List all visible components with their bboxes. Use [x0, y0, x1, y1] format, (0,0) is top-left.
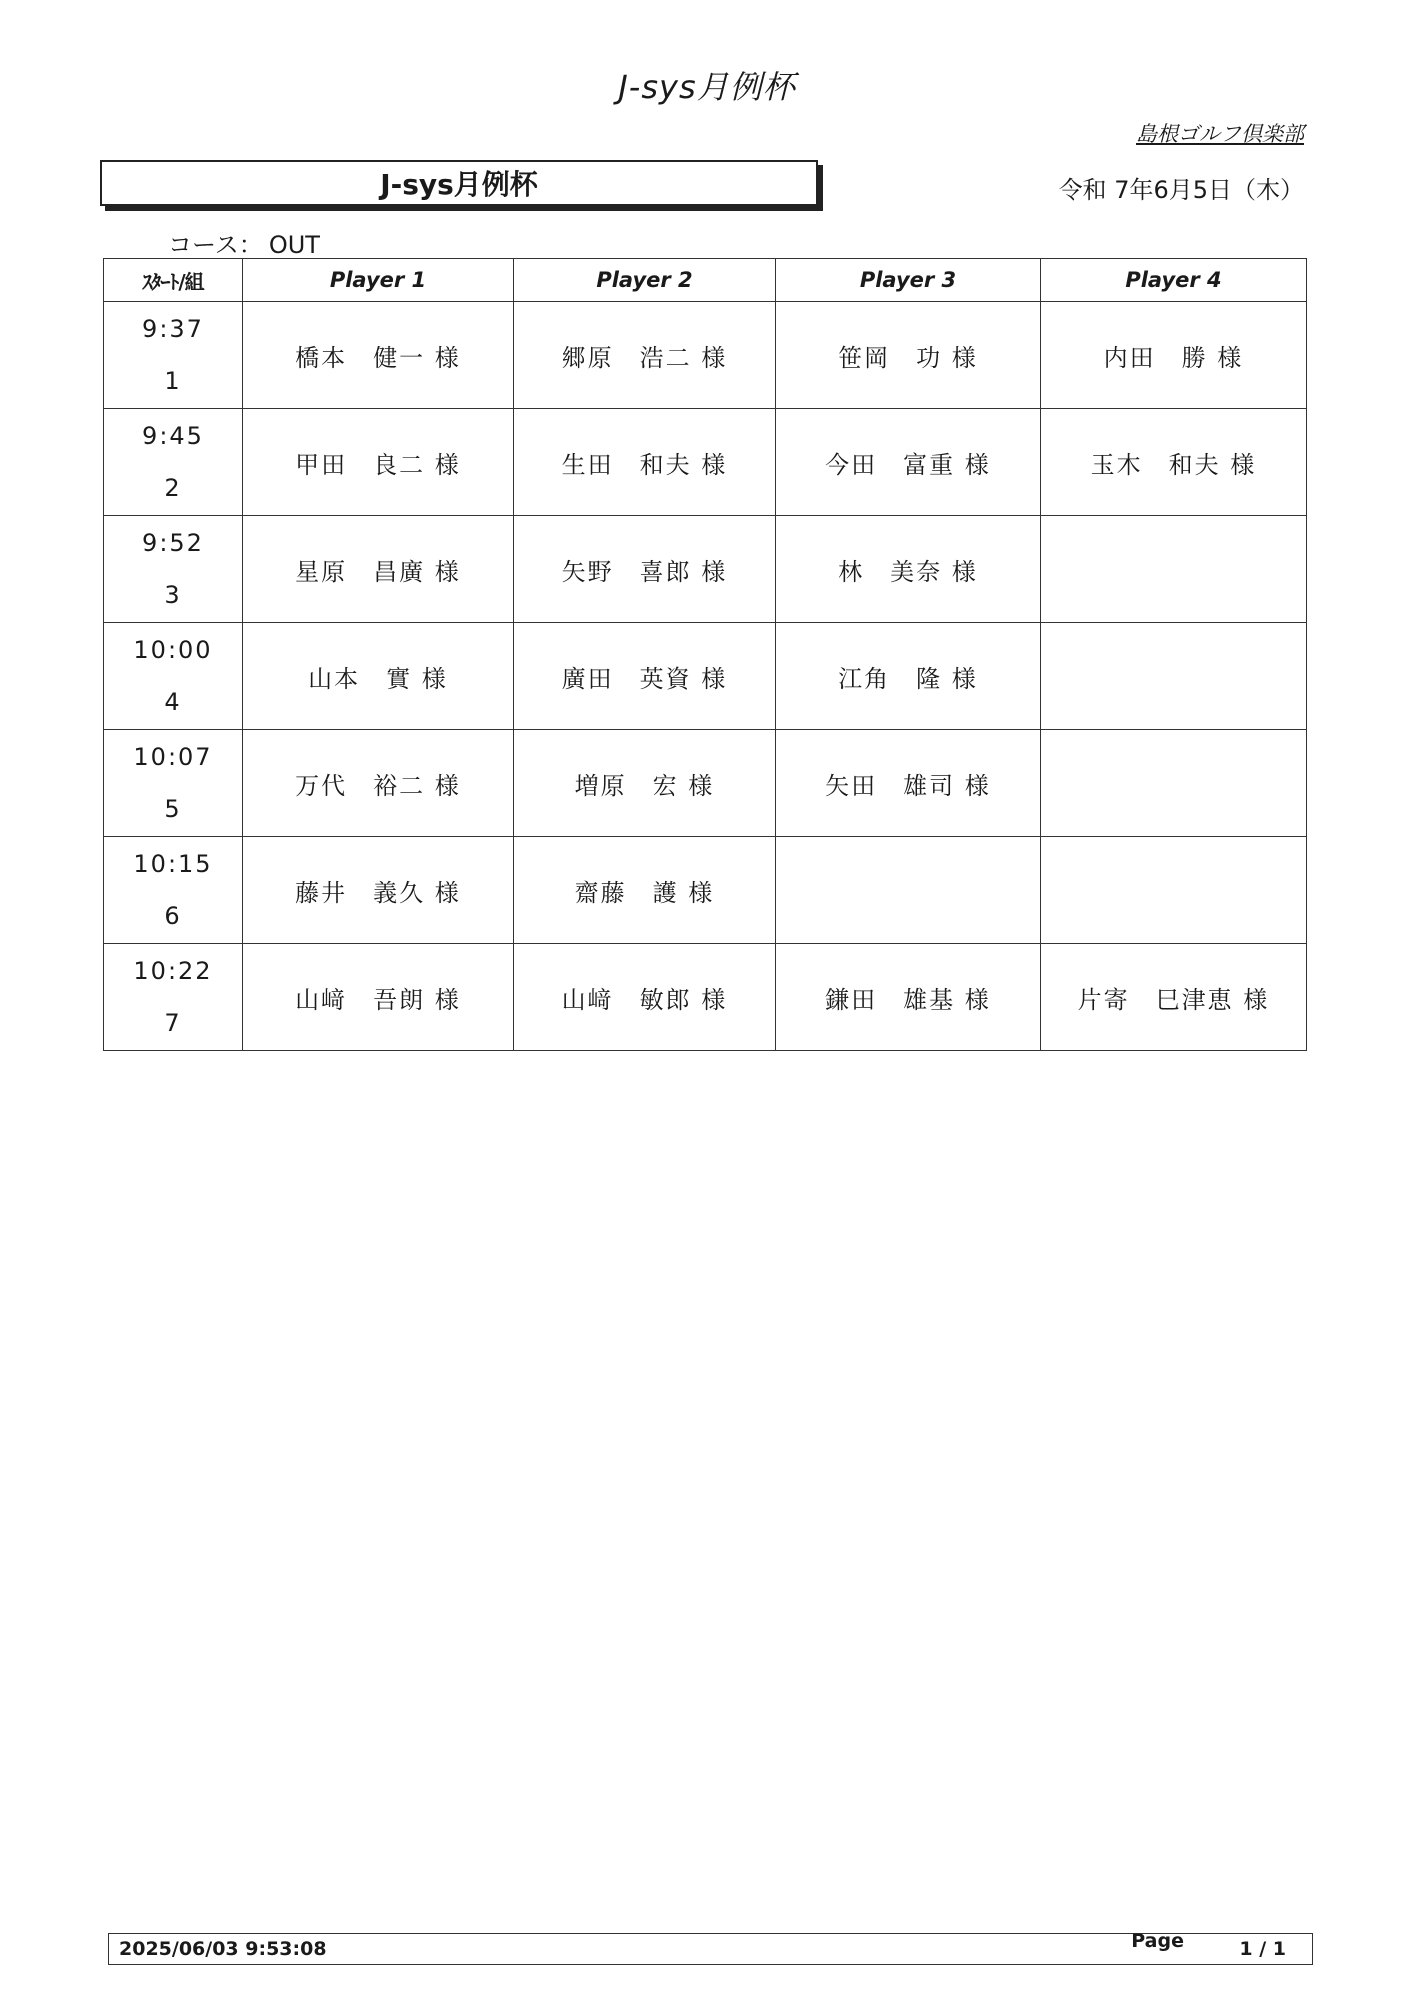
start-cell — [104, 623, 243, 730]
course-label: コース： — [168, 231, 263, 259]
player-cell: 矢野 喜郎 様 — [514, 516, 776, 623]
player-cell: 山本 實 様 — [243, 623, 514, 730]
group-number: 5 — [164, 795, 182, 823]
event-title-box — [100, 160, 818, 206]
group-number: 2 — [164, 474, 182, 502]
player-cell: 生田 和夫 様 — [514, 409, 776, 516]
player-cell: 万代 裕二 様 — [243, 730, 514, 837]
player-cell: 齋藤 護 様 — [514, 837, 776, 944]
player-cell: 内田 勝 様 — [1041, 302, 1307, 409]
group-number: 6 — [164, 902, 182, 930]
start-cell — [104, 516, 243, 623]
player-cell: 橋本 健一 様 — [243, 302, 514, 409]
table-row — [104, 623, 1307, 730]
column-header-player-2: Player 2 — [514, 259, 776, 302]
player-cell: 今田 富重 様 — [776, 409, 1041, 516]
column-header-start-group: ｽﾀｰﾄ/組 — [104, 259, 243, 302]
player-cell — [1041, 730, 1307, 837]
club-name: 島根ゴルフ倶楽部 — [1136, 122, 1304, 146]
course-value: OUT — [268, 231, 320, 259]
player-cell: 矢田 雄司 様 — [776, 730, 1041, 837]
table-row — [104, 409, 1307, 516]
start-cell — [104, 837, 243, 944]
start-time: 10:00 — [133, 636, 213, 664]
group-number: 1 — [164, 367, 182, 395]
player-cell: 山﨑 吾朗 様 — [243, 944, 514, 1051]
start-cell — [104, 730, 243, 837]
table-header-row — [104, 259, 1307, 302]
start-schedule-table — [103, 258, 1307, 1051]
player-cell: 林 美奈 様 — [776, 516, 1041, 623]
page-title: J-sys月例杯 — [618, 68, 796, 106]
print-timestamp: 2025/06/03 9:53:08 — [119, 1938, 327, 1960]
player-cell — [776, 837, 1041, 944]
table-row — [104, 302, 1307, 409]
player-cell: 星原 昌廣 様 — [243, 516, 514, 623]
start-cell — [104, 302, 243, 409]
group-number: 7 — [164, 1009, 182, 1037]
player-cell — [1041, 516, 1307, 623]
start-time: 10:15 — [133, 850, 213, 878]
player-cell: 玉木 和夫 様 — [1041, 409, 1307, 516]
column-header-player-1: Player 1 — [243, 259, 514, 302]
player-cell: 江角 隆 様 — [776, 623, 1041, 730]
page-label: Page — [1131, 1930, 1184, 1952]
table-row — [104, 837, 1307, 944]
start-time: 10:22 — [133, 957, 213, 985]
start-time: 9:45 — [142, 422, 204, 450]
group-number: 3 — [164, 581, 182, 609]
player-cell: 甲田 良二 様 — [243, 409, 514, 516]
player-cell: 鎌田 雄基 様 — [776, 944, 1041, 1051]
start-time: 9:37 — [142, 315, 204, 343]
player-cell: 郷原 浩二 様 — [514, 302, 776, 409]
start-time: 10:07 — [133, 743, 213, 771]
event-date: 令和 7年6月5日（木） — [1058, 176, 1304, 204]
page-number: 1 / 1 — [1239, 1938, 1286, 1960]
player-cell: 増原 宏 様 — [514, 730, 776, 837]
player-cell: 笹岡 功 様 — [776, 302, 1041, 409]
start-cell — [104, 944, 243, 1051]
start-cell — [104, 409, 243, 516]
column-header-player-4: Player 4 — [1041, 259, 1307, 302]
player-cell — [1041, 623, 1307, 730]
start-time: 9:52 — [142, 529, 204, 557]
course-line — [168, 225, 326, 260]
player-cell: 廣田 英資 様 — [514, 623, 776, 730]
player-cell: 片寄 巳津恵 様 — [1041, 944, 1307, 1051]
player-cell: 山﨑 敏郎 様 — [514, 944, 776, 1051]
player-cell: 藤井 義久 様 — [243, 837, 514, 944]
footer-bar — [108, 1930, 1313, 1965]
player-cell — [1041, 837, 1307, 944]
group-number: 4 — [164, 688, 182, 716]
table-row — [104, 730, 1307, 837]
table-row — [104, 944, 1307, 1051]
table-row — [104, 516, 1307, 623]
event-title: J-sys月例杯 — [380, 168, 538, 201]
column-header-player-3: Player 3 — [776, 259, 1041, 302]
